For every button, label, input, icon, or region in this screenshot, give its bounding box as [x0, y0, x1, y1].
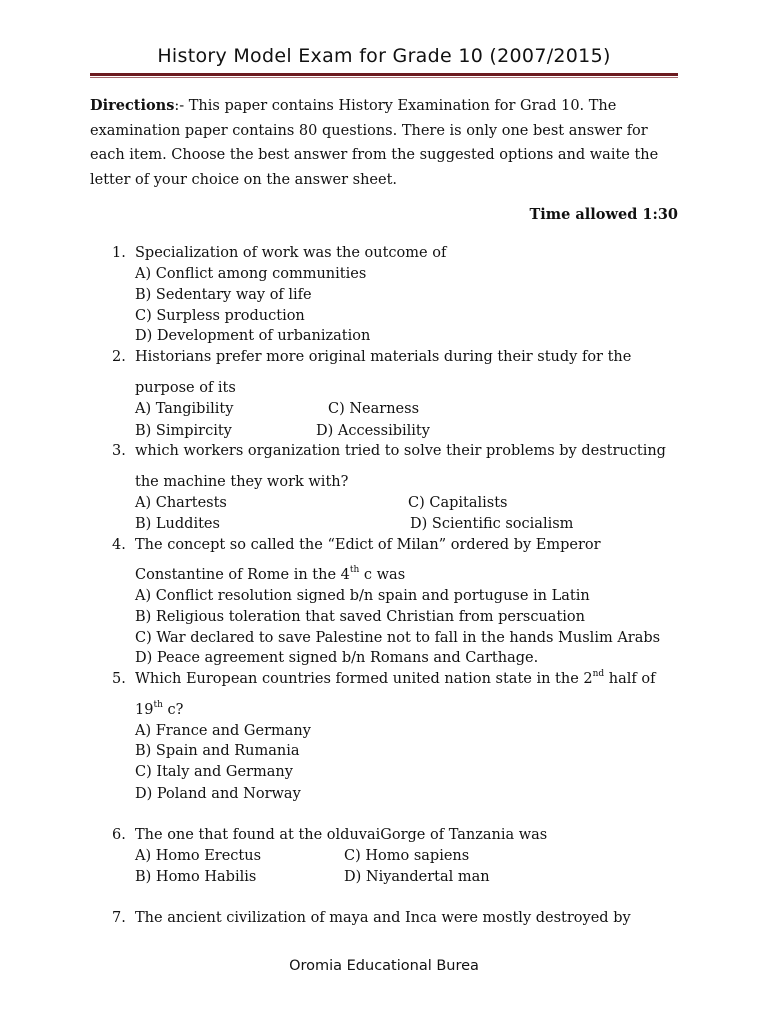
option-a: A) Chartests: [135, 495, 227, 511]
directions-text: :- This paper contains History Examination for Grad 10. The examination paper contains 80 questions. There is only one best answer for each item. Choose the best answer from the suggested options and waite the letter of your choice on the answer sheet.: [90, 98, 659, 188]
text-part: half of: [604, 671, 656, 687]
title-divider-thin: [90, 77, 678, 78]
text-part: Which European countries formed united nation state in the 2: [135, 671, 593, 687]
option-b: B) Simpircity: [135, 423, 232, 439]
option-b: B) Religious toleration that saved Christian from perscuation: [135, 609, 585, 625]
directions-label: Directions: [90, 97, 175, 114]
text-part: c was: [359, 567, 406, 583]
text-part: 19: [135, 702, 154, 718]
option-a: A) Conflict among communities: [135, 266, 367, 282]
option-a: A) Conflict resolution signed b/n spain and portuguse in Latin: [135, 588, 590, 604]
exam-title: History Model Exam for Grade 10 (2007/2015): [157, 45, 611, 67]
time-allowed: Time allowed 1:30: [529, 206, 678, 223]
option-a: A) Tangibility: [135, 401, 234, 417]
option-d: D) Scientific socialism: [410, 516, 574, 532]
question-text-continued: purpose of its: [135, 380, 236, 396]
question-text: The concept so called the “Edict of Milan” ordered by Emperor: [135, 537, 601, 553]
option-c: C) Capitalists: [408, 495, 508, 511]
text-part: c?: [162, 702, 184, 718]
question-text: which workers organization tried to solve their problems by destructing: [135, 443, 666, 459]
superscript: nd: [592, 669, 605, 679]
question-number: 1.: [112, 245, 126, 261]
option-c: C) Homo sapiens: [344, 848, 470, 864]
text-part: Constantine of Rome in the 4: [135, 567, 350, 583]
option-c: C) Surpless production: [135, 308, 305, 324]
footer-publisher: Oromia Educational Burea: [289, 958, 479, 974]
option-b: B) Sedentary way of life: [135, 287, 312, 303]
option-d: D) Accessibility: [316, 423, 430, 439]
option-b: B) Homo Habilis: [135, 869, 257, 885]
title-divider: [90, 73, 678, 76]
option-b: B) Spain and Rumania: [135, 743, 300, 759]
question-text-continued: [135, 567, 405, 583]
option-d: D) Peace agreement signed b/n Romans and Carthage.: [135, 650, 539, 666]
superscript: th: [349, 565, 360, 575]
question-text: The ancient civilization of maya and Inca were mostly destroyed by: [135, 910, 631, 926]
directions-paragraph: [90, 94, 680, 192]
question-number: 3.: [112, 443, 126, 459]
option-d: D) Development of urbanization: [135, 328, 371, 344]
question-text: Historians prefer more original materials during their study for the: [135, 349, 632, 365]
question-number: 7.: [112, 910, 126, 926]
question-text-continued: [135, 702, 183, 718]
question-text-continued: the machine they work with?: [135, 474, 349, 490]
option-b: B) Luddites: [135, 516, 220, 532]
question-number: 5.: [112, 671, 126, 687]
option-c: C) Italy and Germany: [135, 764, 293, 780]
question-number: 4.: [112, 537, 126, 553]
option-a: A) Homo Erectus: [135, 848, 262, 864]
question-text: [135, 671, 656, 687]
superscript: th: [153, 700, 163, 710]
question-number: 2.: [112, 349, 126, 365]
option-c: C) War declared to save Palestine not to fall in the hands Muslim Arabs: [135, 630, 661, 646]
question-text: The one that found at the olduvaiGorge of Tanzania was: [135, 827, 548, 843]
option-a: A) France and Germany: [135, 723, 311, 739]
option-c: C) Nearness: [328, 401, 420, 417]
option-d: D) Niyandertal man: [344, 869, 490, 885]
question-number: 6.: [112, 827, 126, 843]
question-text: Specialization of work was the outcome of: [135, 245, 447, 261]
option-d: D) Poland and Norway: [135, 786, 301, 802]
